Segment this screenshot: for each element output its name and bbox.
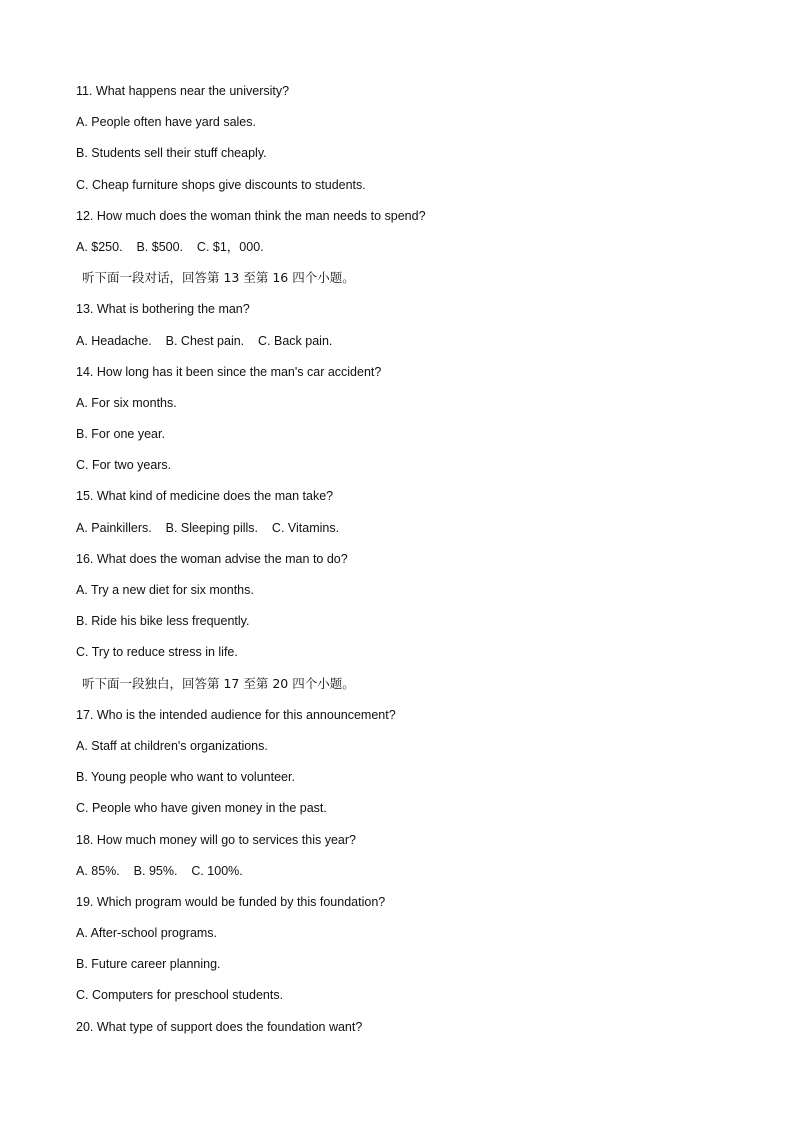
question-line: 16. What does the woman advise the man to do? [76, 551, 348, 566]
option-line: C. For two years. [76, 458, 172, 473]
option-line: A. Headache. B. Chest pain. C. Back pain. [76, 333, 333, 348]
question-line: 14. How long has it been since the man's car accident? [76, 364, 382, 379]
option-line: C. Cheap furniture shops give discounts to students. [76, 177, 366, 192]
option-line: A. 85%. B. 95%. C. 100%. [76, 863, 243, 878]
option-line: B. Young people who want to volunteer. [76, 770, 295, 785]
option-line: A. Staff at children's organizations. [76, 738, 268, 753]
question-line: 11. What happens near the university? [76, 84, 290, 98]
option-line: C. People who have given money in the past. [76, 801, 327, 816]
option-line: B. For one year. [76, 427, 165, 442]
option-line: C. Try to reduce stress in life. [76, 645, 238, 660]
option-line: B. Ride his bike less frequently. [76, 614, 250, 629]
option-line: A. For six months. [76, 395, 177, 410]
question-line: 12. How much does the woman think the man needs to spend? [76, 208, 426, 223]
option-line: A. Painkillers. B. Sleeping pills. C. Vitamins. [76, 520, 340, 535]
option-line: A. Try a new diet for six months. [76, 583, 254, 597]
option-line: A. After-school programs. [76, 926, 218, 941]
question-line: 17. Who is the intended audience for this announcement? [76, 707, 396, 722]
section-instruction: 听下面一段独白，回答第 17 至第 20 四个小题。 [82, 675, 355, 691]
option-line: C. Computers for preschool students. [76, 988, 284, 1003]
section-instruction: 听下面一段对话，回答第 13 至第 16 四个小题。 [82, 270, 355, 286]
option-line: B. Students sell their stuff cheaply. [76, 146, 267, 161]
question-line: 20. What type of support does the foundation want? [76, 1019, 363, 1034]
question-list [76, 82, 756, 1049]
question-line: 18. How much money will go to services this year? [76, 832, 356, 847]
option-line: A. $250. B. $500. C. $1，000. [76, 239, 264, 254]
option-line: A. People often have yard sales. [76, 115, 256, 130]
option-line: B. Future career planning. [76, 957, 221, 972]
question-line: 15. What kind of medicine does the man take? [76, 489, 334, 504]
question-line: 13. What is bothering the man? [76, 302, 250, 317]
question-line: 19. Which program would be funded by this foundation? [76, 894, 386, 909]
